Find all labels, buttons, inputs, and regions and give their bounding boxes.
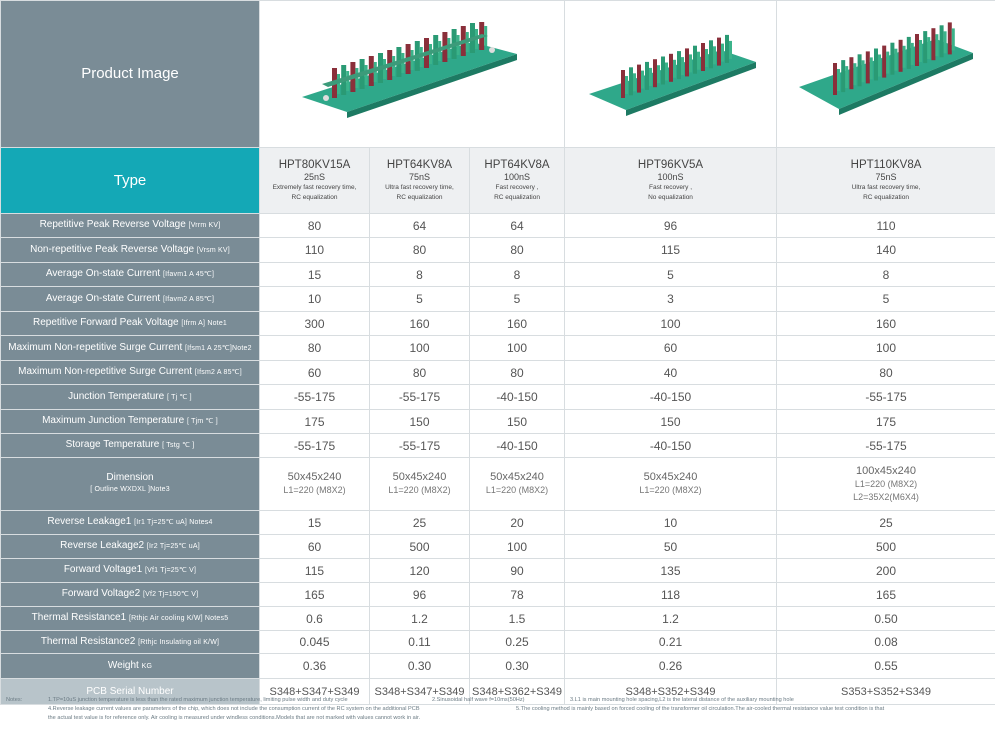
value-cell: 60 [260,361,370,385]
type-label: Type [1,148,260,214]
value-cell: -55-175 [260,385,370,410]
value-cell: 96 [370,583,470,607]
value-cell: 500 [777,535,995,559]
module-board [952,28,955,50]
model-desc-1: Extremely fast recovery time, [272,184,357,191]
module-fin [940,25,944,57]
row-unit: [ Tstg ℃ ] [162,442,195,449]
value-cell: 64 [370,214,470,238]
row-label-text: Repetitive Forward Peak Voltage [32,317,179,328]
row-unit: [Rthjc Insulating oil K/W] [138,638,220,646]
row-unit: [Ifsm1 A 25℃]Note2 [185,344,252,352]
value-cell: 0.21 [565,631,777,654]
row-label-text: Forward Voltage2 [61,588,141,599]
value-cell: 5 [370,287,470,312]
row-label-text: Reverse Leakage2 [60,540,145,551]
value-cell: 110 [260,238,370,263]
module-board [886,51,889,73]
value-cell: 0.045 [260,631,370,654]
value-cell: 20 [470,511,565,535]
value-cell: 135 [565,559,777,583]
type-cell-0 [260,148,370,214]
value-cell: 0.30 [370,654,470,679]
spec-row [1,654,995,679]
value-cell: -55-175 [777,434,995,458]
module-fin [899,39,903,71]
value-cell: 8 [777,263,995,287]
row-unit: KG [141,662,153,670]
module-fin [948,22,952,54]
spec-row [1,410,995,434]
module-fin [677,51,681,79]
note-5-cont: the actual test value is for reference only. Air cooling is measured under windless conditions.Models that are not marked with values cannot work in air. [48,715,421,721]
product-image-row [1,1,995,148]
row-unit: [Vf2 Tj=150℃ V] [142,591,199,598]
spec-row [1,511,995,535]
type-cell-2 [470,148,565,214]
module-fin [841,60,845,92]
value-cell: 150 [565,410,777,434]
row-unit: [Rthjc Air cooling K/W] Notes5 [128,615,229,622]
row-unit: [Ifrm A] Note1 [181,320,227,327]
dimension-cell [470,458,565,511]
module-board [625,76,628,94]
module-board [853,63,856,85]
spec-row [1,263,995,287]
value-cell: 160 [777,312,995,336]
value-cell: -55-175 [260,434,370,458]
value-cell: 5 [565,263,777,287]
row-label [1,583,260,607]
spec-row [1,238,995,263]
row-unit: [Ir1 Tj=25℃ uA] Notes4 [134,519,213,526]
value-cell: 8 [470,263,565,287]
value-cell: 80 [370,361,470,385]
value-cell: -55-175 [370,434,470,458]
pcb-serial-cell: S348+S347+S349 [370,679,470,705]
value-cell: 8 [370,263,470,287]
value-cell: 0.25 [470,631,565,654]
note-5: 5.The cooling method is mainly based on forced cooling of the transformer oil circulation.The air-cooled thermal resistance value test condition is that [516,706,885,712]
type-cell-3 [565,148,777,214]
dimension-main: 50x45x240 [643,471,698,483]
note-4: 4.Reverse leakage current values are parameters of the chip, which does not include the consumption current of the RC system on the additional PCB [48,706,420,712]
value-cell: 160 [470,312,565,336]
module-board [649,67,652,85]
module-fin [669,53,673,81]
value-cell: 96 [565,214,777,238]
spec-row [1,434,995,458]
row-label-text: Thermal Resistance2 [40,635,136,647]
module-board [721,43,724,61]
note-3: 3.L1 is main mounting hole spacing,L2 is the lateral distance of the auxiliary mounting hole [570,697,794,703]
value-cell: -40-150 [470,434,565,458]
dimension-l1: L1=220 (M8X2) [485,485,549,495]
value-cell: 60 [260,535,370,559]
pcb-label: PCB Serial Number [1,679,260,705]
module-board [633,73,636,91]
value-cell: 0.26 [565,654,777,679]
module-fin [923,31,927,63]
value-cell: 100 [470,535,565,559]
module-board [944,31,947,53]
product-image-label: Product Image [1,1,260,148]
spec-row [1,535,995,559]
value-cell: 0.36 [260,654,370,679]
row-label [1,559,260,583]
module-board [878,54,881,76]
row-label-text: Maximum Non-repetitive Surge Current [18,366,193,377]
value-cell: 1.2 [370,607,470,631]
model-desc-2: RC equalization [291,194,338,201]
model-desc-1: Fast recovery , [649,184,692,191]
spec-row [1,214,995,238]
model-desc-2: RC equalization [863,194,909,201]
value-cell: 80 [777,361,995,385]
module-board [657,65,660,83]
row-label [1,654,260,679]
row-label [1,458,260,511]
model-name: HPT110KV8A [850,159,922,171]
value-cell: 60 [565,336,777,361]
value-cell: 150 [370,410,470,434]
dimension-row [1,458,995,511]
spec-row [1,559,995,583]
module-board [641,70,644,88]
value-cell: 90 [470,559,565,583]
module-fin [907,36,911,68]
module-fin [725,34,729,62]
row-unit: [Ifsm2 A 85℃] [194,369,242,376]
spec-row [1,287,995,312]
module-board [729,40,732,58]
recovery-time: 75nS [875,172,897,182]
value-cell: 175 [777,410,995,434]
value-cell: 0.55 [777,654,995,679]
value-cell: 80 [370,238,470,263]
value-cell: 100 [565,312,777,336]
module-board [673,59,676,77]
value-cell: 165 [260,583,370,607]
module-fin [890,42,894,74]
module-fin [858,54,862,86]
module-fin [833,63,837,95]
value-cell: -40-150 [470,385,565,410]
value-cell: 1.5 [470,607,565,631]
module-board [837,69,840,91]
row-unit: [Vrsm KV] [196,246,230,254]
type-row [1,148,995,214]
value-cell: 5 [777,287,995,312]
module-board [870,57,873,79]
module-fin [653,59,657,87]
model-name: HPT64KV8A [484,159,550,171]
model-name: HPT64KV8A [386,159,453,171]
dimension-main: 50x45x240 [392,471,447,483]
module-fin [685,48,689,76]
row-unit: [Vf1 Tj=25℃ V] [144,567,197,574]
row-label [1,434,260,458]
row-label-text: Average On-state Current [45,292,161,304]
spec-row [1,385,995,410]
pcb-serial-cell: S348+S352+S349 [565,679,777,705]
value-cell: -40-150 [565,434,777,458]
row-label [1,336,260,361]
value-cell: 300 [260,312,370,336]
spec-row [1,583,995,607]
model-desc-1: Ultra fast recovery time, [385,184,454,191]
value-cell: -55-175 [777,385,995,410]
product-image-cell-2 [565,1,777,148]
recovery-time: 75nS [408,172,431,182]
row-label [1,312,260,336]
dimension-l1: L1=220 (M8X2) [283,485,346,495]
model-desc-2: RC equalization [396,194,443,201]
note-2: 2.Sinusoidal half wave f=10ms(50Hz) [432,697,525,703]
module-fin [931,28,935,60]
model-desc-2: No equalization [648,194,693,201]
spec-row [1,336,995,361]
module-board [681,57,684,75]
bridge-rectifier-module-photo [791,17,981,127]
row-label [1,263,260,287]
module-board [697,51,700,69]
dimension-cell [260,458,370,511]
dimension-l1: L1=220 (M8X2) [854,478,918,489]
row-label-text: Thermal Resistance1 [31,612,127,623]
value-cell: 115 [260,559,370,583]
value-cell: 80 [470,238,565,263]
value-cell: 78 [470,583,565,607]
row-unit: [ Tjm ℃ ] [186,418,218,425]
module-board [713,46,716,64]
row-label [1,535,260,559]
product-image-cell-1 [260,1,565,148]
module-fin [645,61,649,89]
value-cell: 64 [470,214,565,238]
module-fin [915,34,919,66]
pcb-serial-cell: S348+S347+S349 [260,679,370,705]
value-cell: 175 [260,410,370,434]
value-cell: 3 [565,287,777,312]
notes-section [0,692,995,730]
row-label-text: Forward Voltage1 [63,564,143,575]
row-label-text: Non-repetitive Peak Reverse Voltage [30,243,195,255]
value-cell: 165 [777,583,995,607]
product-image-cell-3 [777,1,995,148]
dimension-cell [565,458,777,511]
recovery-time: 100nS [503,172,531,182]
module-fin [637,64,641,92]
value-cell: 500 [370,535,470,559]
value-cell: 200 [777,559,995,583]
type-cell-4 [777,148,995,214]
module-fin [621,70,625,98]
value-cell: 0.08 [777,631,995,654]
value-cell: 100 [470,336,565,361]
row-label [1,214,260,238]
value-cell: 0.30 [470,654,565,679]
module-board [919,40,922,62]
value-cell: 100 [777,336,995,361]
dimension-main: 100x45x240 [856,464,916,477]
spec-row [1,631,995,654]
value-cell: 80 [470,361,565,385]
value-cell: -55-175 [370,385,470,410]
module-fin [661,56,665,84]
dimension-main: 50x45x240 [287,471,342,483]
row-label-text: Maximum Junction Temperature [42,415,185,426]
row-label-text: Reverse Leakage1 [47,516,132,527]
value-cell: -40-150 [565,385,777,410]
bridge-rectifier-module-photo [292,22,532,122]
model-desc-1: Fast recovery , [495,184,539,191]
value-cell: 110 [777,214,995,238]
module-fin [874,48,878,80]
note-1: 1.TP=10uS junction temperature is less than the rated maximum junction temperature, limiting pulse width and duty cycle [48,697,348,703]
value-cell: 80 [260,214,370,238]
dimension-l1: L1=220 (M8X2) [388,485,451,495]
module-board [337,74,340,94]
notes-prefix: Notes: [6,697,23,703]
row-label [1,631,260,654]
module-fin [882,45,886,77]
row-label [1,361,260,385]
row-label [1,238,260,263]
value-cell: 118 [565,583,777,607]
module-board [665,62,668,80]
module-board [689,54,692,72]
row-label [1,607,260,631]
row-label-text: Repetitive Peak Reverse Voltage [39,219,186,230]
dimension-main: 50x45x240 [490,471,544,483]
dimension-l1: L1=220 (M8X2) [639,485,702,495]
module-board [862,60,865,82]
module-fin [866,51,870,83]
value-cell: 115 [565,238,777,263]
value-cell: 10 [565,511,777,535]
module-fin [701,43,705,71]
spec-row [1,312,995,336]
value-cell: 0.6 [260,607,370,631]
value-cell: 25 [370,511,470,535]
row-label [1,287,260,312]
module-board [845,66,848,88]
row-label-text: Maximum Non-repetitive Surge Current [8,341,183,353]
value-cell: 50 [565,535,777,559]
model-name: HPT80KV15A [278,159,351,171]
row-label [1,511,260,535]
row-unit: [Vrrm KV] [188,222,221,229]
dimension-l2: L2=35X2(M6X4) [853,491,919,502]
pcb-serial-cell: S353+S352+S349 [777,679,995,705]
spec-row [1,361,995,385]
value-cell: 40 [565,361,777,385]
value-cell: 160 [370,312,470,336]
model-name: HPT96KV5A [637,159,704,171]
module-fin [717,37,721,65]
value-cell: 120 [370,559,470,583]
module-fin [849,57,853,89]
model-desc-1: Ultra fast recovery time, [851,184,921,191]
type-cell-1 [370,148,470,214]
value-cell: 80 [260,336,370,361]
row-label [1,385,260,410]
module-fin [693,45,697,73]
value-cell: 15 [260,263,370,287]
row-unit: [ Outline WXDXL ]Note3 [90,486,170,493]
value-cell: 150 [470,410,565,434]
bridge-rectifier-module-photo [581,22,761,122]
value-cell: 10 [260,287,370,312]
value-cell: 0.11 [370,631,470,654]
row-label [1,410,260,434]
model-desc-2: RC equalization [494,194,540,201]
value-cell: 5 [470,287,565,312]
spec-row [1,607,995,631]
recovery-time: 25nS [303,172,326,182]
dimension-cell [370,458,470,511]
value-cell: 15 [260,511,370,535]
module-board [935,34,938,56]
row-label-text: Storage Temperature [65,439,160,450]
row-label-text: Junction Temperature [68,390,165,402]
recovery-time: 100nS [657,172,684,182]
row-unit: [Ir2 Tj=25℃ uA] [146,543,200,550]
module-board [911,42,914,64]
dimension-cell [777,458,995,511]
module-fin [709,40,713,68]
row-label-text: Weight [107,659,139,671]
row-label-text: Average On-state Current [45,268,161,279]
row-label-text: Dimension [106,472,154,483]
value-cell: 25 [777,511,995,535]
module-board [705,49,708,67]
module-board [927,37,930,59]
pcb-serial-cell: S348+S362+S349 [470,679,565,705]
module-fin [629,67,633,95]
row-unit: [Ifavm1 A 45℃] [162,271,215,278]
row-unit: [ Tj ℃ ] [166,393,192,401]
value-cell: 1.2 [565,607,777,631]
value-cell: 0.50 [777,607,995,631]
row-unit: [Ifavm2 A 85℃] [162,295,215,303]
value-cell: 140 [777,238,995,263]
module-board [894,48,897,70]
value-cell: 100 [370,336,470,361]
module-board [903,45,906,67]
